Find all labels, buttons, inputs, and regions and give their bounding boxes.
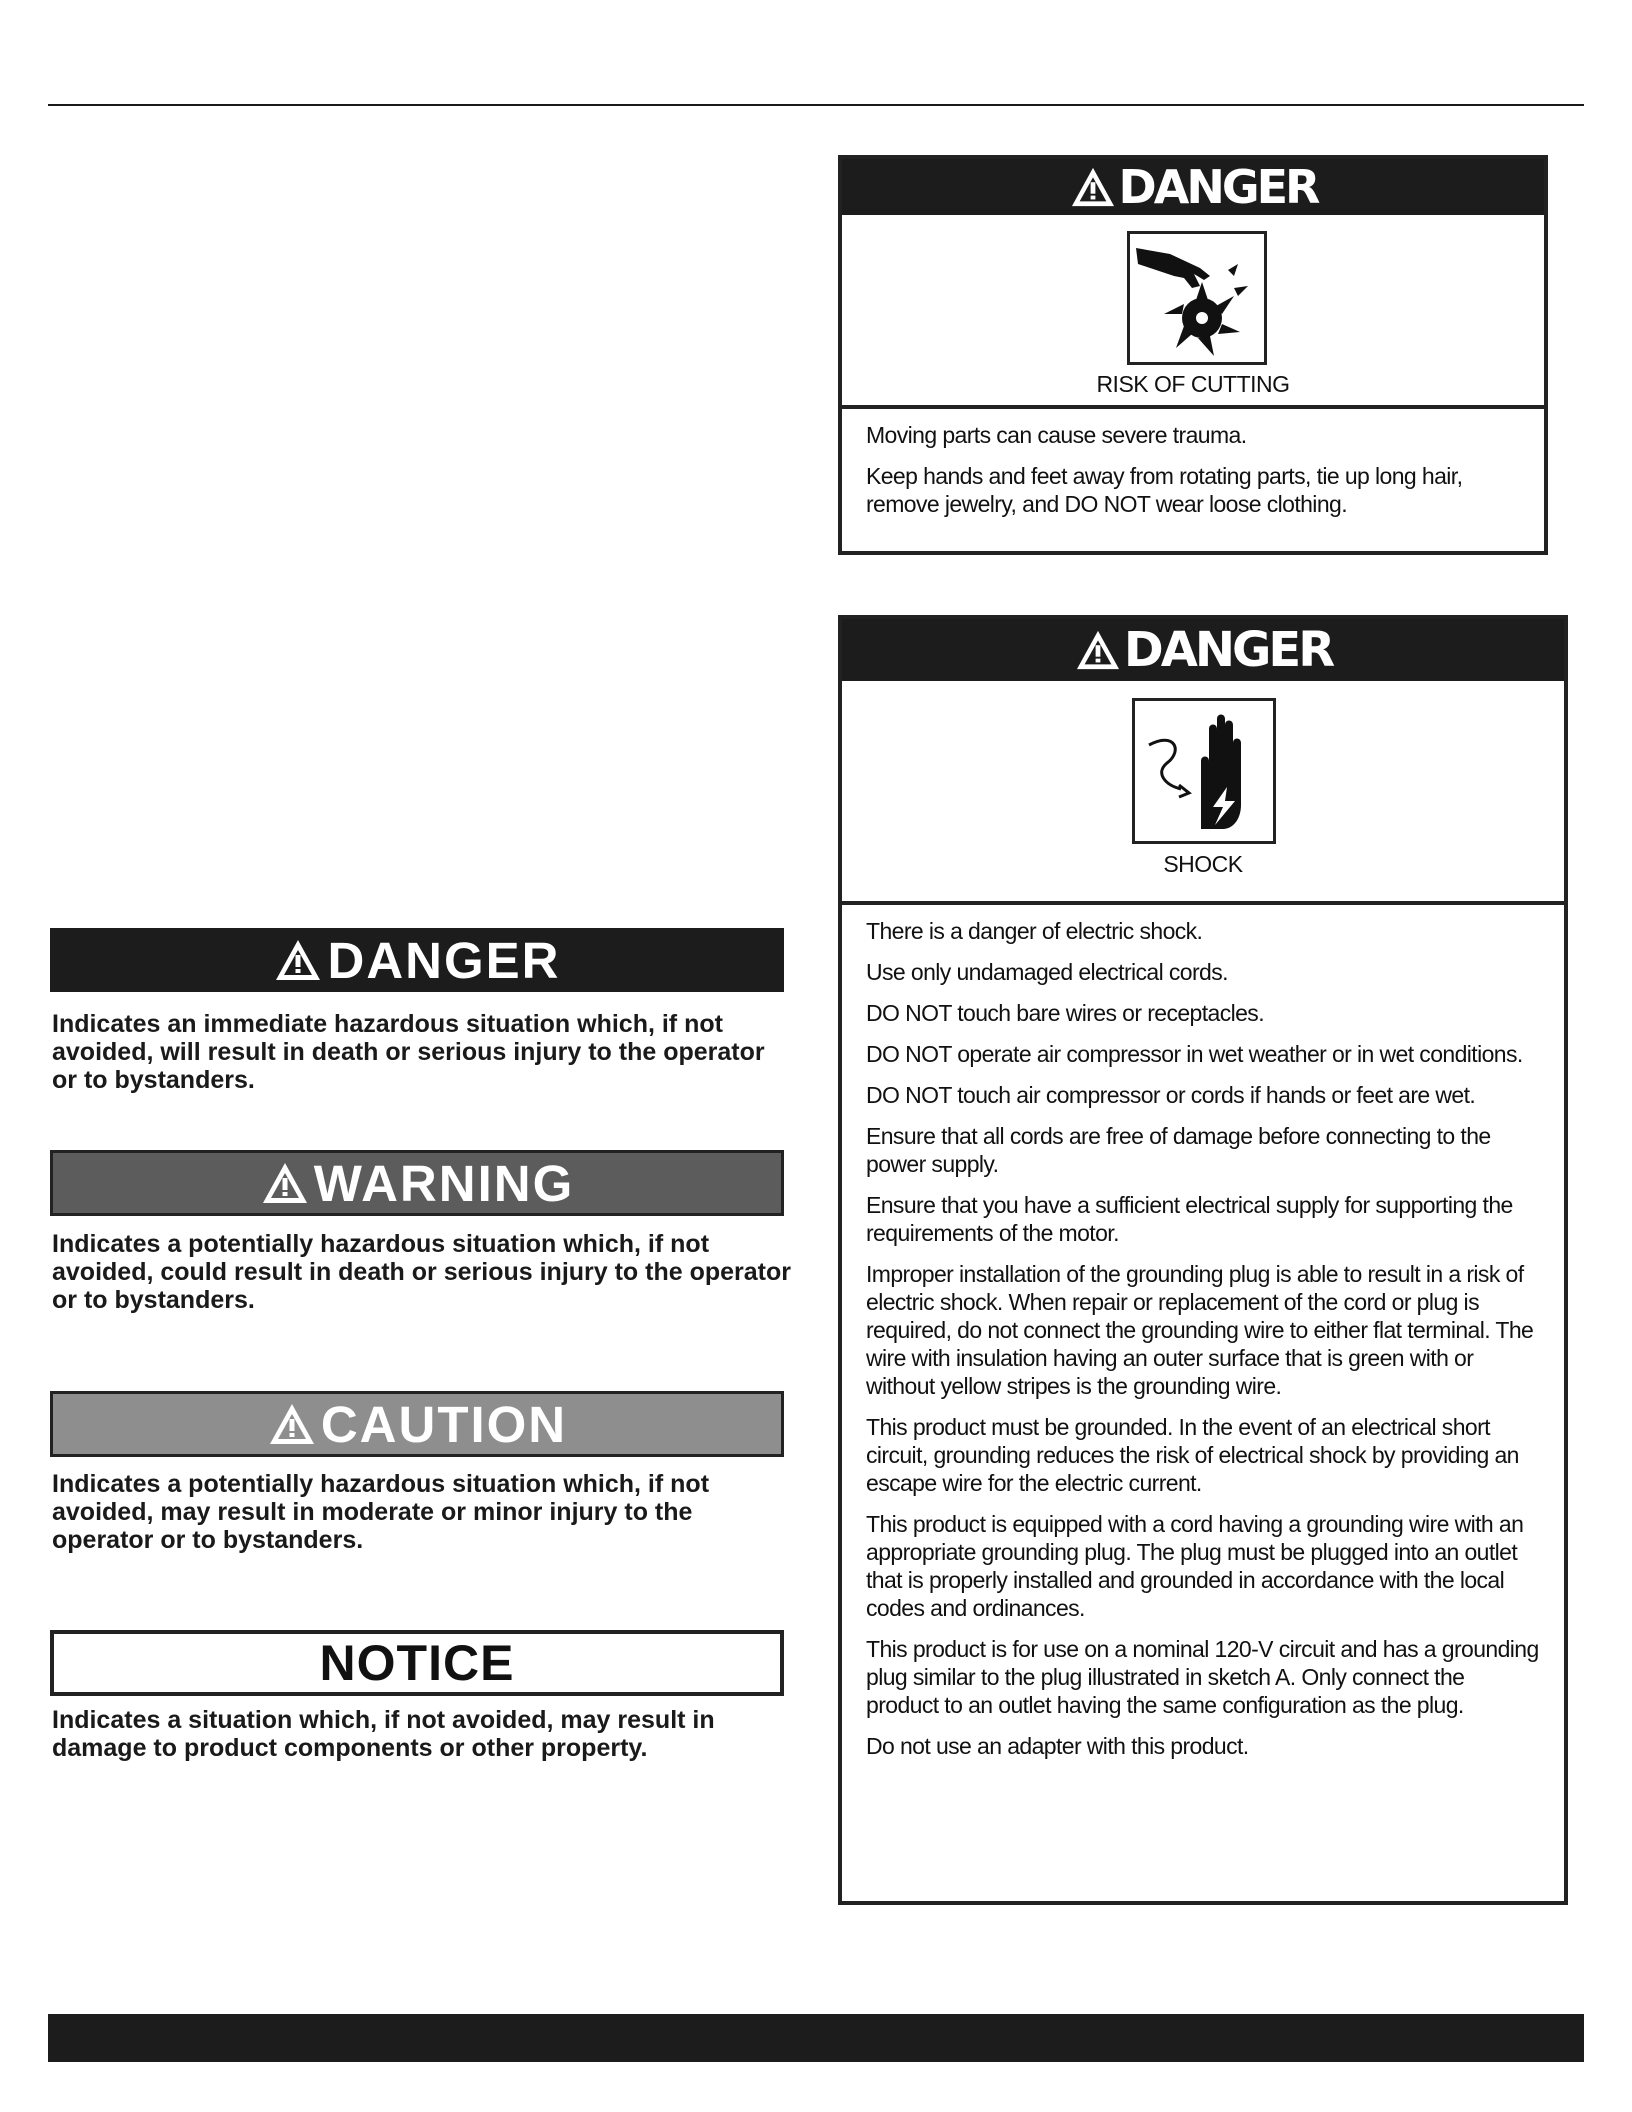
- shock-danger-sign: [838, 615, 1568, 1905]
- warning-description: Indicates a potentially hazardous situation which, if not avoided, could result in death or serious injury to the operator or to bystanders.: [52, 1230, 792, 1314]
- sign-title: DANGER: [1123, 622, 1333, 678]
- pictogram-label: RISK OF CUTTING: [1096, 371, 1290, 397]
- danger-signal-word: DANGER: [327, 931, 561, 989]
- caution-signal-word: CAUTION: [320, 1395, 568, 1453]
- caution-description: Indicates a potentially hazardous situation which, if not avoided, may result in moderate or minor injury to the operator or to bystanders.: [52, 1470, 710, 1554]
- sign-text-line: Improper installation of the grounding plug is able to result in a risk of electric shock. When repair or replacement of the cord or plug is required, do not connect the grounding wire to either flat terminal. The wire with insulation having an outer surface that is green with or without yellow stripes is the grounding wire.: [866, 1261, 1534, 1399]
- caution-signal-bar: [50, 1391, 784, 1457]
- sign-text-line: DO NOT touch bare wires or receptacles.: [866, 1000, 1265, 1026]
- header-rule: [48, 104, 1584, 106]
- cutting-hazard-icon: [1127, 231, 1267, 365]
- danger-signal-bar: [50, 928, 784, 992]
- warning-triangle-icon: [1069, 165, 1117, 209]
- sign-text-line: This product must be grounded. In the event of an electrical short circuit, grounding reduces the risk of electrical shock by providing an escape wire for the electric current.: [866, 1414, 1519, 1496]
- pictogram-area: [842, 215, 1544, 409]
- footer-bar: [48, 2014, 1584, 2062]
- sign-text-line: There is a danger of electric shock.: [866, 918, 1203, 944]
- notice-signal-word: NOTICE: [319, 1635, 515, 1691]
- sign-text-line: This product is equipped with a cord having a grounding wire with an appropriate grounding plug. The plug must be plugged into an outlet that is properly installed and grounded in accordance with the local codes and ordinances.: [866, 1511, 1524, 1621]
- warning-triangle-icon: [273, 937, 323, 983]
- warning-signal-bar: [50, 1150, 784, 1216]
- sign-text-line: Ensure that you have a sufficient electrical supply for supporting the requirements of the motor.: [866, 1192, 1513, 1246]
- warning-triangle-icon: [1074, 628, 1122, 672]
- cutting-danger-sign: [838, 155, 1548, 555]
- sign-text-line: Do not use an adapter with this product.: [866, 1733, 1249, 1759]
- sign-text-line: Use only undamaged electrical cords.: [866, 959, 1228, 985]
- sign-body: [842, 409, 1544, 518]
- notice-description: Indicates a situation which, if not avoided, may result in damage to product components or other property.: [52, 1706, 715, 1762]
- notice-signal-bar: [50, 1630, 784, 1696]
- electric-shock-icon: [1132, 698, 1276, 844]
- warning-triangle-icon: [260, 1160, 310, 1206]
- sign-text-line: Keep hands and feet away from rotating parts, tie up long hair, remove jewelry, and DO NOT wear loose clothing.: [866, 463, 1463, 517]
- pictogram-label: SHOCK: [1163, 851, 1243, 877]
- sign-text-line: Ensure that all cords are free of damage before connecting to the power supply.: [866, 1123, 1491, 1177]
- danger-description: Indicates an immediate hazardous situation which, if not avoided, will result in death or serious injury to the operator or to bystanders.: [52, 1010, 765, 1094]
- pictogram-area: [842, 681, 1564, 905]
- sign-text-line: This product is for use on a nominal 120-V circuit and has a grounding plug similar to the plug illustrated in sketch A. Only connect the product to an outlet having the same configuration as the plug.: [866, 1636, 1539, 1718]
- sign-text-line: Moving parts can cause severe trauma.: [866, 422, 1247, 448]
- warning-signal-word: WARNING: [313, 1154, 575, 1212]
- sign-text-line: DO NOT touch air compressor or cords if hands or feet are wet.: [866, 1082, 1476, 1108]
- sign-text-line: DO NOT operate air compressor in wet weather or in wet conditions.: [866, 1041, 1523, 1067]
- sign-header: [842, 619, 1564, 681]
- sign-title: DANGER: [1118, 160, 1318, 214]
- sign-body: [842, 905, 1564, 1760]
- sign-header: [842, 159, 1544, 215]
- warning-triangle-icon: [267, 1401, 317, 1447]
